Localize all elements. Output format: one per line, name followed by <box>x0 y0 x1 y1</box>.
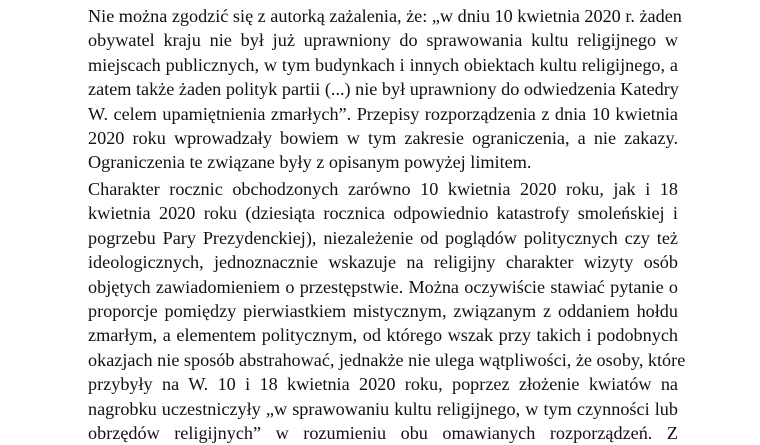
text-line: Charakter rocznic obchodzonych zarówno 10 kwietnia 2020 roku, jak i 18 <box>88 179 678 199</box>
text-line: obrzędów religijnych” w rozumieniu obu omawianych rozporządzeń. Z <box>88 422 678 443</box>
text-line: W. celem upamiętnienia zmarłych”. Przepisy rozporządzenia z dnia 10 kwietnia <box>88 103 678 124</box>
text-line: przybyły na W. 10 i 18 kwietnia 2020 roku, poprzez złożenie kwiatów na <box>88 374 678 395</box>
text-line: objętych zawiadomieniem o przestępstwie. Można oczywiście stawiać pytanie o <box>88 276 678 297</box>
text-line: obywatel kraju nie był już uprawniony do sprawowania kultu religijnego w <box>88 30 678 51</box>
text-line: zmarłym, a elementem politycznym, od którego wszak przy takich i podobnych <box>88 325 678 346</box>
text-line: zatem także żaden polityk partii (...) nie był uprawniony do odwiedzenia Katedry <box>88 79 679 100</box>
text-line: nagrobku uczestniczyły „w sprawowaniu kultu religijnego, w tym czynności lub <box>88 398 678 419</box>
text-line: Ograniczenia te związane były z opisanym powyżej limitem. <box>88 152 532 173</box>
text-line: Nie można zgodzić się z autorką zażalenia, że: „w dniu 10 kwietnia 2020 r. żaden <box>88 6 682 26</box>
text-line: kwietnia 2020 roku (dziesiąta rocznica odpowiednio katastrofy smoleńskiej i <box>88 203 678 224</box>
text-line: okazjach nie sposób abstrahować, jednakże nie ulega wątpliwości, że osoby, które <box>88 349 686 370</box>
text-line: ideologicznych, jednoznacznie wskazuje na religijny charakter wizyty osób <box>88 252 678 273</box>
text-line: pogrzebu Pary Prezydenckiej), niezależenie od poglądów politycznych czy też <box>88 227 678 248</box>
paragraph-restrictions <box>88 4 682 175</box>
text-line: 2020 roku wprowadzały bowiem w tym zakresie ograniczenia, a nie zakazy. <box>88 127 678 148</box>
paragraph-anniversaries <box>88 177 686 445</box>
text-line: miejscach publicznych, w tym budynkach i innych obiektach kultu religijnego, a <box>88 54 678 75</box>
text-line: proporcje pomiędzy pierwiastkiem mistycznym, związanym z oddaniem hołdu <box>88 300 678 321</box>
